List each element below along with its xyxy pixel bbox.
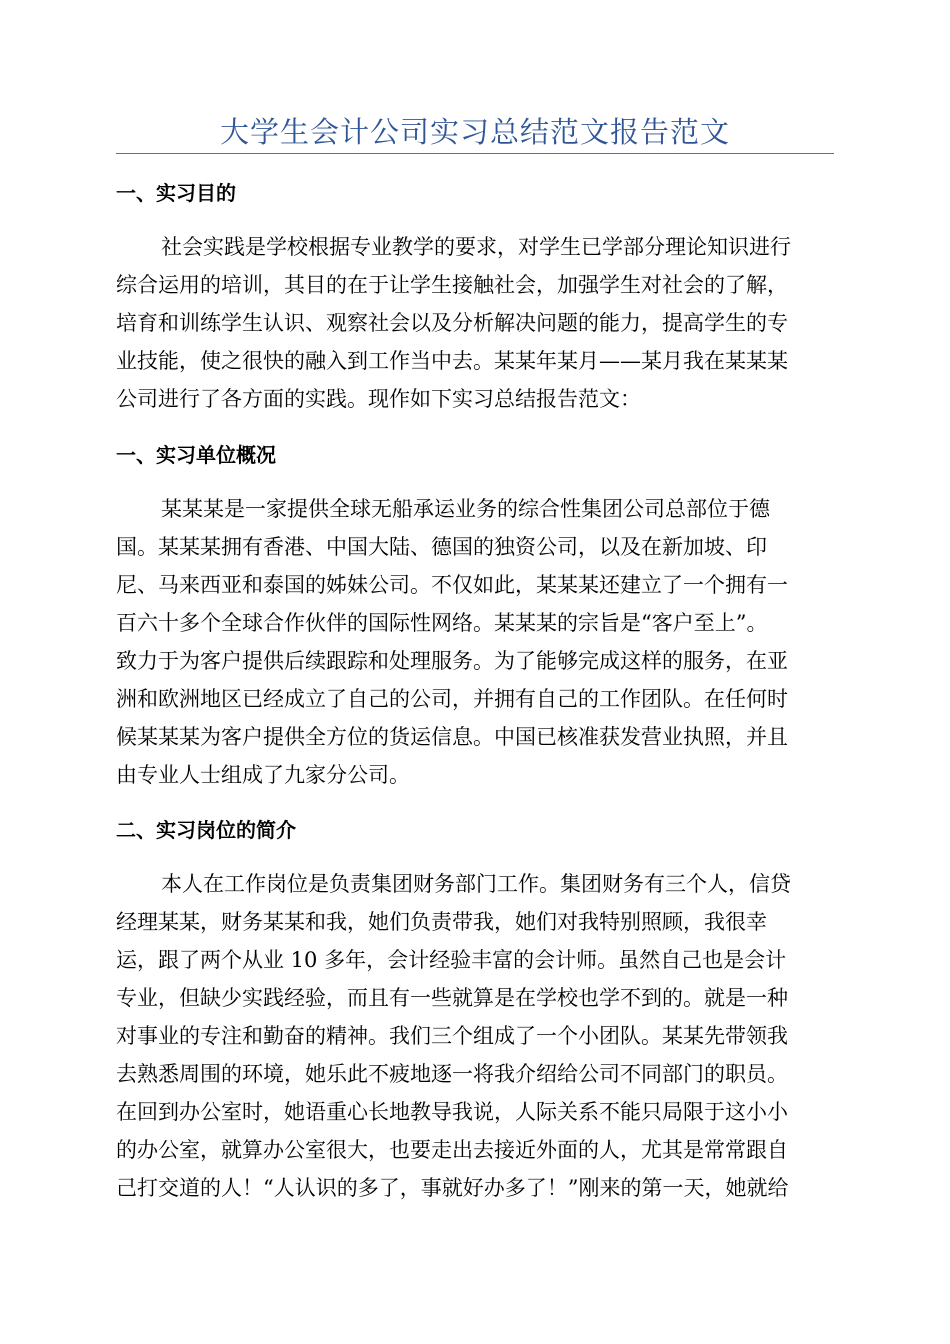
paragraph-line: 候某某某为客户提供全方位的货运信息。中国已核准获发营业执照，并且 <box>116 725 788 749</box>
section-heading-company-overview: 一、实习单位概况 <box>116 443 276 467</box>
paragraph-line: 培育和训练学生认识、观察社会以及分析解决问题的能力，提高学生的专 <box>116 311 788 335</box>
paragraph-line: 洲和欧洲地区已经成立了自己的公司，并拥有自己的工作团队。在任何时 <box>116 687 788 711</box>
paragraph-line: 经理某某，财务某某和我，她们负责带我，她们对我特别照顾，我很幸 <box>116 910 767 934</box>
document-title: 大学生会计公司实习总结范文报告范文 <box>219 115 730 149</box>
section-heading-purpose: 一、实习目的 <box>116 181 236 205</box>
paragraph-line: 国。某某某拥有香港、中国大陆、德国的独资公司，以及在新加坡、印 <box>116 535 767 559</box>
paragraph-line: 某某某是一家提供全球无船承运业务的综合性集团公司总部位于德 <box>161 497 770 521</box>
section-heading-position-intro: 二、实习岗位的简介 <box>116 818 296 842</box>
paragraph-line: 由专业人士组成了九家分公司。 <box>116 763 410 787</box>
paragraph-line: 社会实践是学校根据专业教学的要求，对学生已学部分理论知识进行 <box>161 235 791 259</box>
section-paragraph-company-overview <box>116 490 834 794</box>
paragraph-line: 在回到办公室时，她语重心长地教导我说，人际关系不能只局限于这小小 <box>116 1100 788 1124</box>
paragraph-line: 的办公室，就算办公室很大，也要走出去接近外面的人，尤其是常常跟自 <box>116 1138 788 1162</box>
paragraph-line: 对事业的专注和勤奋的精神。我们三个组成了一个小团队。某某先带领我 <box>116 1024 788 1048</box>
title-underline <box>116 153 834 154</box>
paragraph-line: 综合运用的培训，其目的在于让学生接触社会，加强学生对社会的了解， <box>116 273 788 297</box>
paragraph-line: 去熟悉周围的环境，她乐此不疲地逐一将我介绍给公司不同部门的职员。 <box>116 1062 788 1086</box>
paragraph-line: 专业，但缺少实践经验，而且有一些就算是在学校也学不到的。就是一种 <box>116 986 788 1010</box>
section-paragraph-purpose <box>116 228 834 418</box>
paragraph-line: 己打交道的人！“人认识的多了，事就好办多了！”刚来的第一天，她就给 <box>116 1176 789 1200</box>
paragraph-line: 运，跟了两个从业 10 多年，会计经验丰富的会计师。虽然自己也是会计 <box>116 948 787 972</box>
paragraph-line: 尼、马来西亚和泰国的姊妹公司。不仅如此，某某某还建立了一个拥有一 <box>116 573 788 597</box>
section-paragraph-position-intro <box>116 865 834 1207</box>
paragraph-line: 公司进行了各方面的实践。现作如下实习总结报告范文： <box>116 387 641 411</box>
paragraph-line: 本人在工作岗位是负责集团财务部门工作。集团财务有三个人，信贷 <box>161 872 791 896</box>
paragraph-line: 致力于为客户提供后续跟踪和处理服务。为了能够完成这样的服务，在亚 <box>116 649 788 673</box>
paragraph-line: 业技能，使之很快的融入到工作当中去。某某年某月——某月我在某某某 <box>116 349 788 373</box>
paragraph-line: 百六十多个全球合作伙伴的国际性网络。某某某的宗旨是“客户至上”。 <box>116 611 768 635</box>
